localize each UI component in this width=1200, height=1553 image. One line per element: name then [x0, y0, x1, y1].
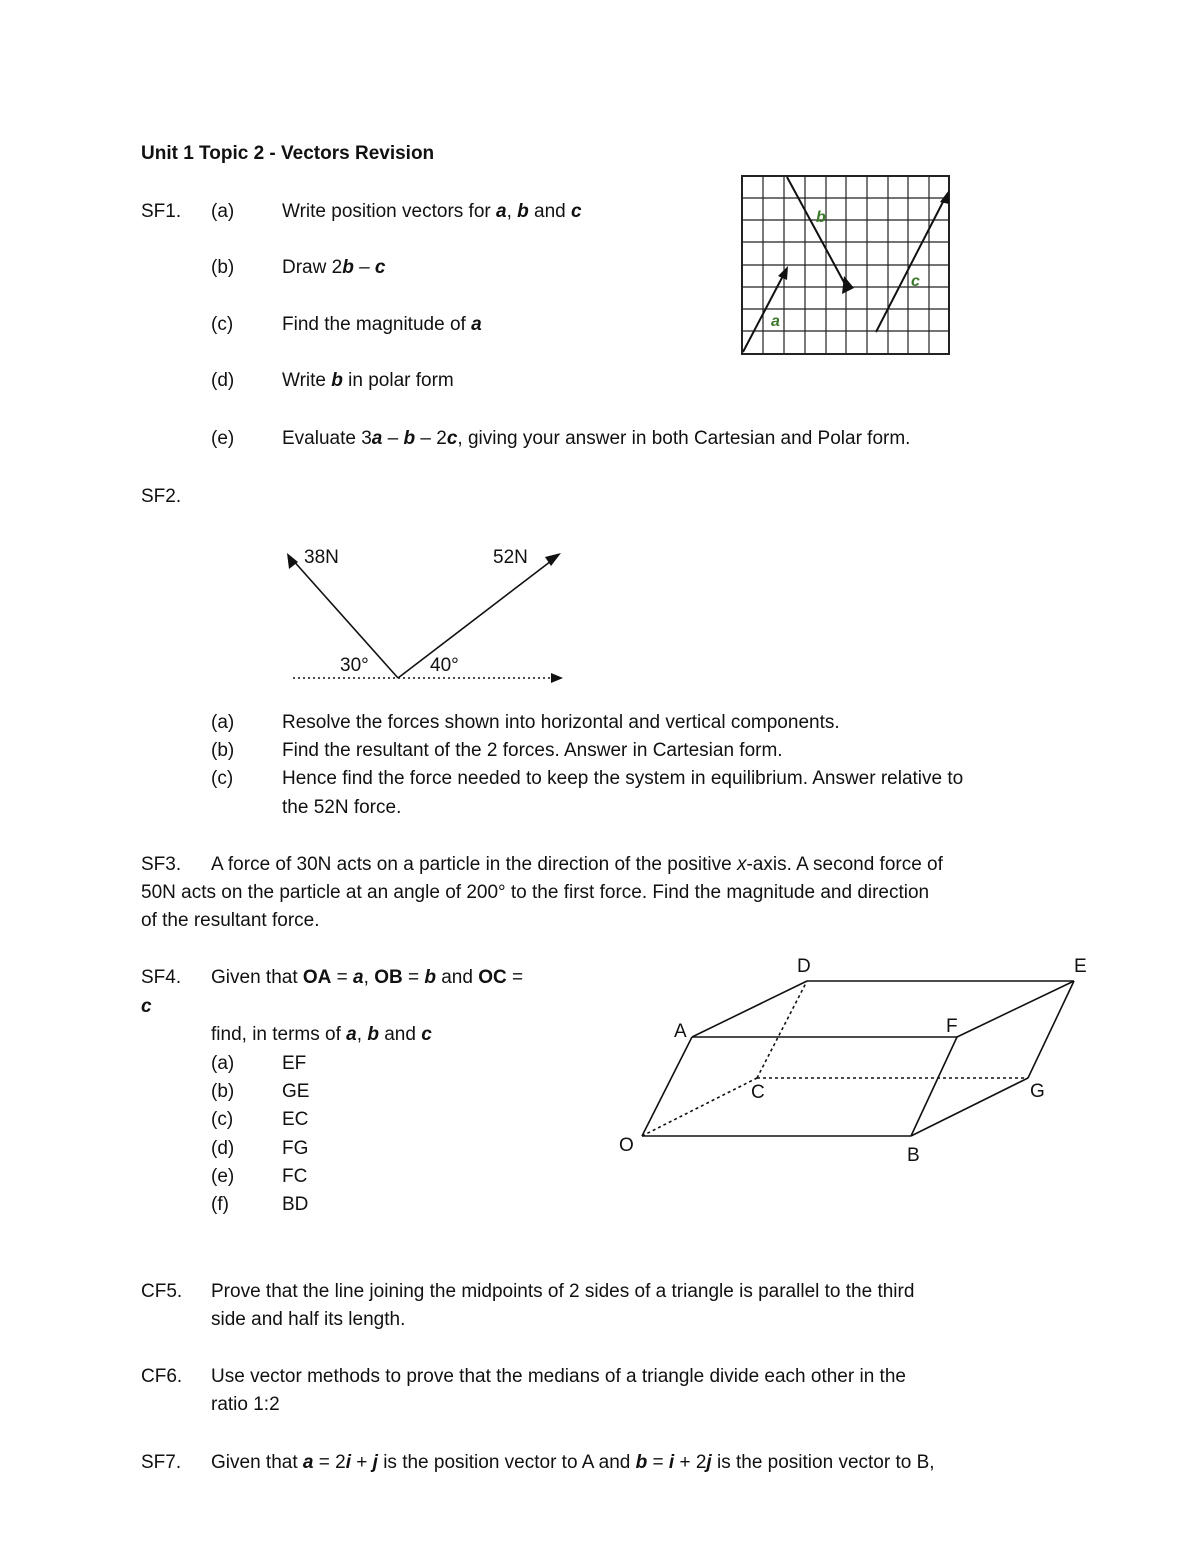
cf6-line1: Use vector methods to prove that the medians of a triangle divide each other in the	[211, 1366, 906, 1387]
edge-CD	[757, 981, 807, 1078]
sf4-d-text: FG	[282, 1138, 309, 1159]
edge-GE	[1028, 981, 1074, 1078]
vector-grid-diagram	[740, 174, 952, 358]
sf4-c-letter: (c)	[211, 1109, 234, 1130]
angle-30-label: 30°	[340, 655, 369, 676]
edge-OA	[642, 1037, 692, 1136]
sf2-label: SF2.	[141, 486, 182, 507]
sf7-text: Given that a = 2i + j is the position vector to A and b = i + 2j is the position vector to B,	[211, 1452, 935, 1473]
sf1-b-text: Draw 2b – c	[282, 257, 386, 278]
point-B: B	[907, 1145, 920, 1166]
edge-BG	[911, 1078, 1028, 1136]
sf4-e-text: FC	[282, 1166, 308, 1187]
vector-a-label: a	[771, 313, 780, 330]
parallelepiped-diagram	[600, 940, 1120, 1180]
page-title: Unit 1 Topic 2 - Vectors Revision	[141, 143, 435, 164]
force-52n-line	[398, 558, 555, 678]
sf1-d-text: Write b in polar form	[282, 370, 454, 391]
force-38n-label: 38N	[304, 547, 339, 568]
sf2-c-letter: (c)	[211, 768, 234, 789]
sf1-e-letter: (e)	[211, 428, 235, 449]
sf4-a-letter: (a)	[211, 1053, 235, 1074]
sf4-e-letter: (e)	[211, 1166, 235, 1187]
vector-c-label: c	[911, 273, 920, 290]
sf2-a-text: Resolve the forces shown into horizontal and vertical components.	[282, 712, 840, 733]
point-F: F	[946, 1016, 958, 1037]
sf2-a-letter: (a)	[211, 712, 235, 733]
angle-40-label: 40°	[430, 655, 459, 676]
sf1-d-letter: (d)	[211, 370, 235, 391]
edge-OC	[642, 1078, 757, 1136]
cf5-line1: Prove that the line joining the midpoints of 2 sides of a triangle is parallel to the third	[211, 1281, 915, 1302]
sf7-label: SF7.	[141, 1452, 182, 1473]
point-E: E	[1074, 956, 1087, 977]
edge-FE	[957, 981, 1074, 1037]
sf1-label: SF1.	[141, 201, 182, 222]
sf2-c-text: Hence find the force needed to keep the system in equilibrium. Answer relative to	[282, 768, 964, 789]
sf4-label: SF4.	[141, 967, 182, 988]
sf4-c-text: EC	[282, 1109, 309, 1130]
point-O: O	[619, 1135, 634, 1156]
cf6-label: CF6.	[141, 1366, 183, 1387]
sf4-b-letter: (b)	[211, 1081, 235, 1102]
vector-a-line	[743, 272, 785, 352]
cf6-line2: ratio 1:2	[211, 1394, 280, 1415]
sf2-c-text-cont: the 52N force.	[282, 797, 402, 818]
sf1-a-letter: (a)	[211, 201, 235, 222]
cf5-label: CF5.	[141, 1281, 183, 1302]
sf4-d-letter: (d)	[211, 1138, 235, 1159]
cf5-line2: side and half its length.	[211, 1309, 406, 1330]
point-D: D	[797, 956, 811, 977]
sf1-a-text: Write position vectors for a, b and c	[282, 201, 582, 222]
edge-AD	[692, 981, 807, 1037]
sf1-e-text: Evaluate 3a – b – 2c, giving your answer in both Cartesian and Polar form.	[282, 428, 911, 449]
point-A: A	[674, 1021, 687, 1042]
sf2-b-letter: (b)	[211, 740, 235, 761]
vector-b-arrowhead	[842, 276, 854, 294]
force-38n-arrowhead	[287, 553, 298, 569]
vector-a-arrowhead	[778, 266, 788, 280]
sf1-b-letter: (b)	[211, 257, 235, 278]
sf3-line1: A force of 30N acts on a particle in the direction of the positive x-axis. A second force of	[211, 854, 943, 875]
sf4-f-text: BD	[282, 1194, 309, 1215]
horizontal-arrowhead	[551, 673, 563, 683]
point-C: C	[751, 1082, 765, 1103]
sf3-line2: 50N acts on the particle at an angle of 200° to the first force. Find the magnitude and direction	[141, 882, 930, 903]
sf4-intro-cont: c	[141, 996, 152, 1017]
sf1-c-letter: (c)	[211, 314, 234, 335]
sf1-c-text: Find the magnitude of a	[282, 314, 482, 335]
forces-diagram	[285, 540, 605, 690]
edge-BF	[911, 1037, 957, 1136]
sf4-f-letter: (f)	[211, 1194, 229, 1215]
sf3-line3: of the resultant force.	[141, 910, 320, 931]
vector-b-label: b	[816, 209, 826, 226]
sf4-a-text: EF	[282, 1053, 307, 1074]
force-52n-label: 52N	[493, 547, 528, 568]
sf2-b-text: Find the resultant of the 2 forces. Answer in Cartesian form.	[282, 740, 783, 761]
sf4-find: find, in terms of a, b and c	[211, 1024, 432, 1045]
vector-b-line	[787, 177, 846, 286]
point-G: G	[1030, 1081, 1045, 1102]
sf4-b-text: GE	[282, 1081, 310, 1102]
sf4-intro: Given that OA = a, OB = b and OC =	[211, 967, 524, 988]
sf3-label: SF3.	[141, 854, 182, 875]
vector-c-arrowhead	[940, 190, 949, 204]
